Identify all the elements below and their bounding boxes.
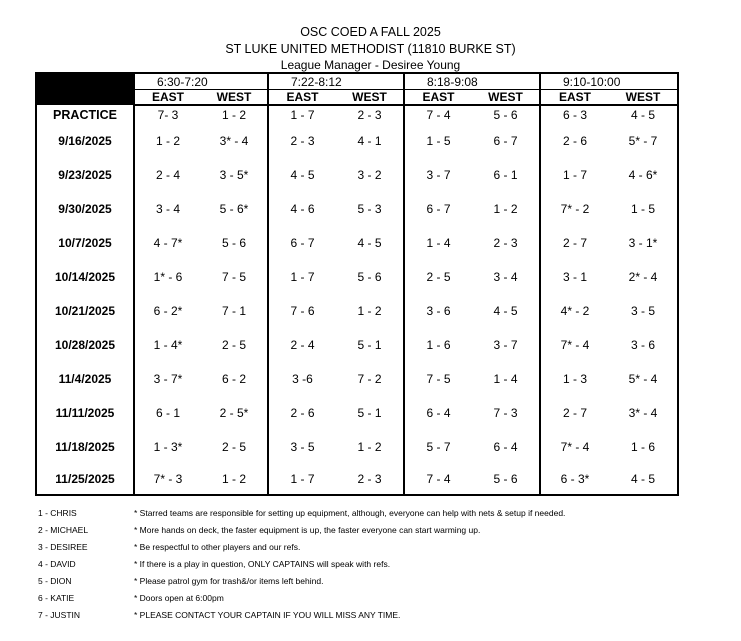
west-matchup-cell: 2 - 3 xyxy=(336,464,404,495)
west-matchup-cell: 1 - 6 xyxy=(609,430,678,464)
time-slot-1: 6:30-7:20 xyxy=(134,73,268,90)
time-slot-4: 9:10-10:00 xyxy=(540,73,678,90)
west-matchup-cell: 3* - 4 xyxy=(219,134,249,148)
east-matchup-cell: 1 - 5 xyxy=(404,124,472,158)
schedule-table xyxy=(35,72,679,496)
west-matchup-cell: 1 - 2 xyxy=(221,108,246,122)
team-legend-item: 2 - MICHAEL xyxy=(38,525,89,535)
team-legend-item: 5 - DION xyxy=(38,576,72,586)
east-matchup-cell: 6 - 1 xyxy=(134,396,201,430)
date-cell: 11/25/2025 xyxy=(36,464,134,495)
rule-note: * If there is a play in question, ONLY CAPTAINS will speak with refs. xyxy=(134,559,391,569)
rule-note: * PLEASE CONTACT YOUR CAPTAIN IF YOU WILL MISS ANY TIME. xyxy=(134,610,401,620)
east-matchup-cell: 2 - 6 xyxy=(268,396,336,430)
east-matchup-cell: 6 - 7 xyxy=(404,192,472,226)
east-matchup-cell: 1 - 4* xyxy=(134,328,201,362)
west-matchup-cell: 5 - 6* xyxy=(219,202,249,216)
west-matchup-cell: 5 - 6 xyxy=(493,108,518,122)
west-matchup-cell: 5 - 6 xyxy=(357,270,382,284)
west-matchup-cell: 3 - 5* xyxy=(219,168,249,182)
time-slot-2: 7:22-8:12 xyxy=(268,73,404,90)
west-matchup-cell: 2 - 5 xyxy=(221,338,246,352)
east-matchup-cell: 1 - 3* xyxy=(134,430,201,464)
side-east: EAST xyxy=(540,90,609,106)
date-cell: 10/7/2025 xyxy=(36,226,134,260)
east-matchup-cell: 3 - 5 xyxy=(268,430,336,464)
east-matchup-cell: 2 - 6 xyxy=(540,124,609,158)
west-matchup-cell: 6 - 1 xyxy=(493,168,518,182)
east-matchup-cell: 1 - 7 xyxy=(540,158,609,192)
west-matchup-cell: 1 - 2 xyxy=(201,464,268,495)
side-east: EAST xyxy=(268,90,336,106)
schedule-row xyxy=(36,294,678,328)
east-matchup-cell: 2 - 3 xyxy=(268,124,336,158)
west-matchup-cell: 5 - 1 xyxy=(357,338,382,352)
west-matchup-cell: 4 - 6* xyxy=(609,158,678,192)
east-matchup-cell: 6 - 2* xyxy=(134,294,201,328)
west-matchup-cell: 2 - 5 xyxy=(221,440,246,454)
east-matchup-cell: 6 - 3 xyxy=(540,105,609,124)
east-matchup-cell: 3 - 4 xyxy=(134,192,201,226)
west-matchup-cell: 5 - 1 xyxy=(357,406,382,420)
rule-note: * Please patrol gym for trash&/or items left behind. xyxy=(134,576,324,586)
east-matchup-cell: 4 - 6 xyxy=(268,192,336,226)
west-matchup-cell: 6 - 2 xyxy=(221,372,246,386)
east-matchup-cell: 1 - 7 xyxy=(268,105,336,124)
side-west: WEST xyxy=(336,90,404,106)
west-matchup-cell: 1 - 2 xyxy=(357,440,382,454)
west-matchup-cell: 1 - 5 xyxy=(609,192,678,226)
team-legend-item: 4 - DAVID xyxy=(38,559,76,569)
east-matchup-cell: 3 - 6 xyxy=(404,294,472,328)
east-matchup-cell: 4 - 5 xyxy=(268,158,336,192)
rule-note: * More hands on deck, the faster equipment is up, the faster everyone can start warming up. xyxy=(134,525,481,535)
west-matchup-cell: 7 - 3 xyxy=(493,406,518,420)
east-matchup-cell: 7 - 4 xyxy=(404,464,472,495)
west-matchup-cell: 7 - 5 xyxy=(221,270,246,284)
league-manager-line: League Manager - Desiree Young xyxy=(280,58,461,72)
west-matchup-cell: 4 - 1 xyxy=(357,134,382,148)
east-matchup-cell: 1 - 4 xyxy=(404,226,472,260)
rule-note: * Be respectful to other players and our refs. xyxy=(134,542,301,552)
east-matchup-cell: 6 - 4 xyxy=(404,396,472,430)
venue-line: ST LUKE UNITED METHODIST (11810 BURKE ST) xyxy=(225,42,516,56)
schedule-row xyxy=(36,396,678,430)
west-matchup-cell: 3 - 5 xyxy=(609,294,678,328)
west-matchup-cell: 3 - 1* xyxy=(609,226,678,260)
side-west: WEST xyxy=(472,90,540,106)
east-matchup-cell: 1 - 6 xyxy=(404,328,472,362)
date-cell: 10/14/2025 xyxy=(36,260,134,294)
team-legend-item: 7 - JUSTIN xyxy=(38,610,81,620)
east-matchup-cell: 3 - 7* xyxy=(134,362,201,396)
east-matchup-cell: 5 - 7 xyxy=(404,430,472,464)
team-legend-item: 1 - CHRIS xyxy=(38,508,77,518)
west-matchup-cell: 3 - 6 xyxy=(609,328,678,362)
west-matchup-cell: 3* - 4 xyxy=(609,396,678,430)
time-slot-3: 8:18-9:08 xyxy=(404,73,540,90)
west-matchup-cell: 2* - 4 xyxy=(609,260,678,294)
east-matchup-cell: 1 - 7 xyxy=(268,464,336,495)
east-matchup-cell: 6 - 7 xyxy=(268,226,336,260)
east-matchup-cell: 2 - 7 xyxy=(540,226,609,260)
east-matchup-cell: 7- 3 xyxy=(134,105,201,124)
east-matchup-cell: 7 - 5 xyxy=(404,362,472,396)
side-west: WEST xyxy=(609,90,678,106)
corner-block xyxy=(36,73,134,105)
east-matchup-cell: 2 - 4 xyxy=(268,328,336,362)
west-matchup-cell: 1 - 2 xyxy=(357,304,382,318)
schedule-row xyxy=(36,192,678,226)
team-legend-item: 6 - KATIE xyxy=(38,593,75,603)
practice-row xyxy=(36,105,678,124)
west-matchup-cell: 4 - 5 xyxy=(493,304,518,318)
east-matchup-cell: 4 - 7* xyxy=(134,226,201,260)
rule-note: * Starred teams are responsible for setting up equipment, although, everyone can help with nets & setup if needed. xyxy=(134,508,566,518)
east-matchup-cell: 7* - 2 xyxy=(540,192,609,226)
east-matchup-cell: 7 - 4 xyxy=(404,105,472,124)
east-matchup-cell: 7* - 4 xyxy=(540,430,609,464)
schedule-row xyxy=(36,430,678,464)
west-matchup-cell: 5 - 6 xyxy=(221,236,246,250)
east-matchup-cell: 7* - 4 xyxy=(540,328,609,362)
date-cell: 9/16/2025 xyxy=(36,124,134,158)
west-matchup-cell: 1 - 2 xyxy=(493,202,518,216)
east-matchup-cell: 6 - 3* xyxy=(540,464,609,495)
west-matchup-cell: 4 - 5 xyxy=(357,236,382,250)
east-matchup-cell: 2 - 5 xyxy=(404,260,472,294)
west-matchup-cell: 5* - 4 xyxy=(609,362,678,396)
east-matchup-cell: 1 - 3 xyxy=(540,362,609,396)
east-matchup-cell: 7 - 6 xyxy=(268,294,336,328)
schedule-row xyxy=(36,464,678,495)
west-matchup-cell: 5 - 3 xyxy=(357,202,382,216)
west-matchup-cell: 3 - 4 xyxy=(493,270,518,284)
schedule-row xyxy=(36,362,678,396)
schedule-row xyxy=(36,328,678,362)
west-matchup-cell: 5 - 6 xyxy=(472,464,540,495)
date-cell: 10/21/2025 xyxy=(36,294,134,328)
east-matchup-cell: 3 - 1 xyxy=(540,260,609,294)
west-matchup-cell: 5* - 7 xyxy=(609,124,678,158)
west-matchup-cell: 2 - 3 xyxy=(357,108,382,122)
east-matchup-cell: 4* - 2 xyxy=(540,294,609,328)
east-matchup-cell: 1* - 6 xyxy=(134,260,201,294)
east-matchup-cell: 2 - 7 xyxy=(540,396,609,430)
east-matchup-cell: 7* - 3 xyxy=(134,464,201,495)
west-matchup-cell: 1 - 4 xyxy=(493,372,518,386)
west-matchup-cell: 4 - 5 xyxy=(609,464,678,495)
schedule-row xyxy=(36,124,678,158)
date-cell: 10/28/2025 xyxy=(36,328,134,362)
date-cell: 11/4/2025 xyxy=(36,362,134,396)
side-west: WEST xyxy=(201,90,268,106)
side-east: EAST xyxy=(134,90,201,106)
east-matchup-cell: 1 - 2 xyxy=(134,124,201,158)
west-matchup-cell: 7 - 1 xyxy=(221,304,246,318)
west-matchup-cell: 7 - 2 xyxy=(357,372,382,386)
west-matchup-cell: 2 - 3 xyxy=(493,236,518,250)
date-cell: 9/30/2025 xyxy=(36,192,134,226)
west-matchup-cell: 4 - 5 xyxy=(609,105,678,124)
rule-note: * Doors open at 6:00pm xyxy=(134,593,224,603)
west-matchup-cell: 3 - 2 xyxy=(357,168,382,182)
east-matchup-cell: 2 - 4 xyxy=(134,158,201,192)
schedule-row xyxy=(36,158,678,192)
west-matchup-cell: 3 - 7 xyxy=(493,338,518,352)
side-east: EAST xyxy=(404,90,472,106)
date-cell: 11/11/2025 xyxy=(36,396,134,430)
west-matchup-cell: 2 - 5* xyxy=(219,406,249,420)
date-cell: 11/18/2025 xyxy=(36,430,134,464)
west-matchup-cell: 6 - 7 xyxy=(493,134,518,148)
east-matchup-cell: 3 -6 xyxy=(268,362,336,396)
team-legend-item: 3 - DESIREE xyxy=(38,542,88,552)
date-cell: 9/23/2025 xyxy=(36,158,134,192)
west-matchup-cell: 6 - 4 xyxy=(493,440,518,454)
schedule-title: OSC COED A FALL 2025 xyxy=(300,25,441,39)
east-matchup-cell: 1 - 7 xyxy=(268,260,336,294)
schedule-row xyxy=(36,226,678,260)
east-matchup-cell: 3 - 7 xyxy=(404,158,472,192)
schedule-row xyxy=(36,260,678,294)
date-cell: PRACTICE xyxy=(36,105,134,124)
